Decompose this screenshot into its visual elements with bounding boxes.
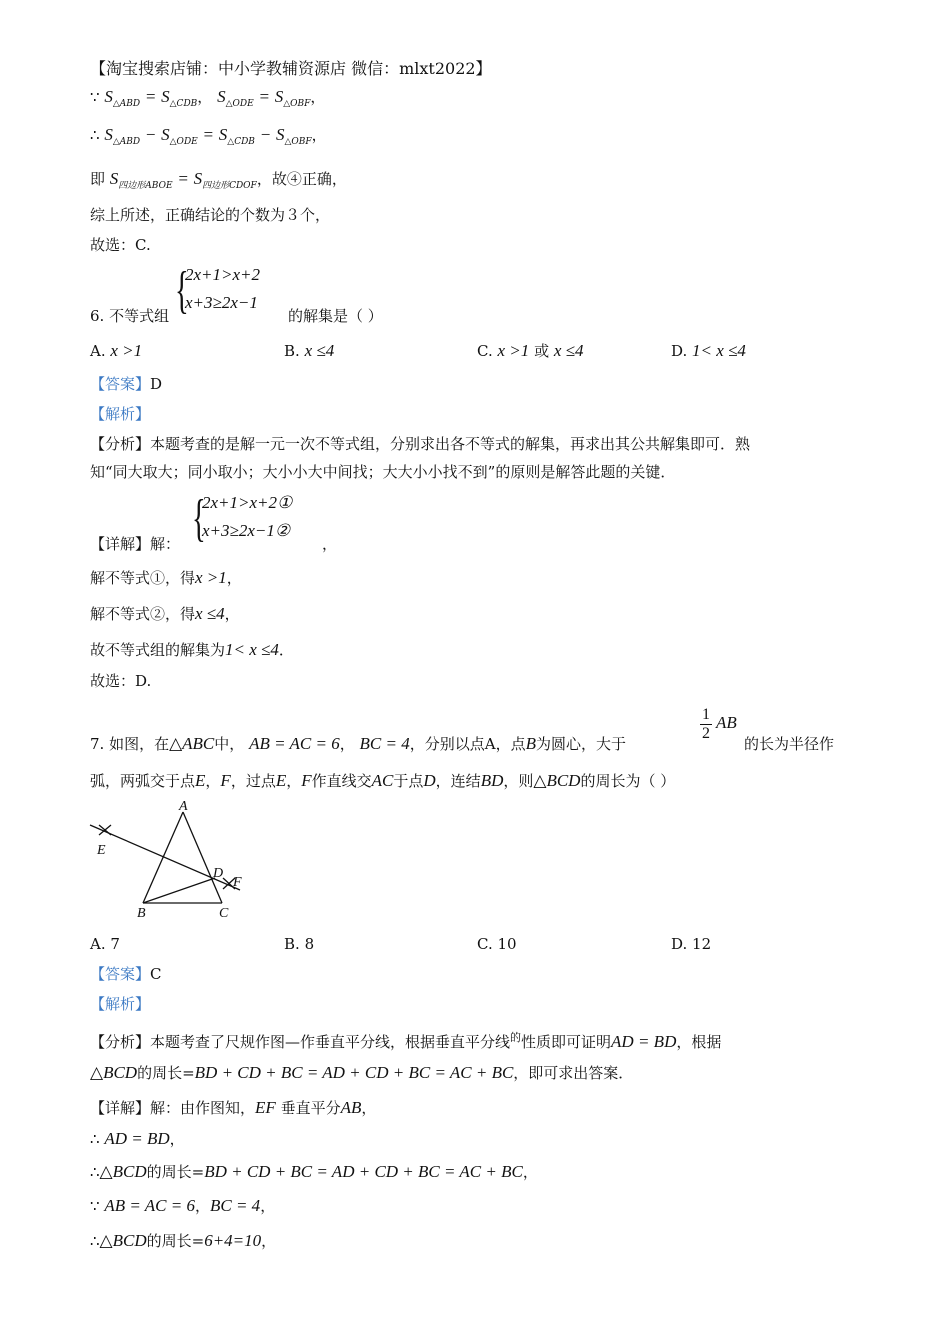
q7-answer: 【答案】C [90, 965, 162, 983]
q7-option-b: B. 8 [284, 935, 315, 953]
q7-ab: AB [716, 713, 737, 732]
q7-detail-1: 【详解】解：由作图知，EF 垂直平分AB， [90, 1098, 377, 1117]
q6-option-d: D. 1< x ≤4 [671, 341, 746, 360]
q7-option-d: D. 12 [671, 935, 712, 953]
q6-detail-label: 【详解】解： [90, 535, 181, 553]
prev-line-5: 故选：C. [90, 236, 151, 254]
q7-line-1-end: 的长为半径作 [744, 735, 835, 753]
q6-option-c: C. x >1 或 x ≤4 [477, 341, 584, 360]
q6-analysis-tag: 【解析】 [90, 405, 151, 423]
q7-fenxi-2: △BCD的周长=BD + CD + BC = AD + CD + BC = AC + BC，即可求出答案． [90, 1063, 634, 1082]
q6-option-a: A. x >1 [90, 341, 143, 360]
q6-detail-comma: ， [322, 535, 338, 553]
fig-label-d: D [213, 866, 224, 881]
q7-analysis-tag: 【解析】 [90, 995, 151, 1013]
prev-line-4: 综上所述，正确结论的个数为３个， [90, 206, 331, 224]
q6-prefix: 6. 不等式组 [90, 307, 170, 325]
q7-option-a: A. 7 [90, 935, 120, 953]
fig-label-f: F [233, 875, 242, 890]
q7-detail-4: ∵ AB = AC = 6，BC = 4， [90, 1196, 276, 1215]
q6-fenxi-2: 知“同大取大；同小取小；大小小大中间找；大大小小找不到”的原则是解答此题的关键． [90, 463, 676, 481]
q7-line-2: 弧，两弧交于点E，F，过点E，F作直线交AC于点D，连结BD，则△BCD的周长为（ ） [90, 771, 676, 790]
fig-segment-bd [143, 878, 215, 903]
q7-option-c: C. 10 [477, 935, 517, 953]
q6-row-2: x+3≥2x−1 [185, 293, 258, 312]
q6-fenxi-1: 【分析】本题考查的是解一元一次不等式组，分别求出各不等式的解集，再求出其公共解集即可．熟 [90, 435, 751, 453]
q7-detail-3: ∴△BCD的周长=BD + CD + BC = AD + CD + BC = AC + BC， [90, 1162, 538, 1181]
fig-label-c: C [219, 906, 229, 921]
q6-answer: 【答案】D [90, 375, 163, 393]
q7-fraction: 1 2 [702, 706, 710, 742]
prev-line-3: 即 $S_{四边形ABOE} = S_{四边形CDOF}$，故④正确， [90, 169, 347, 191]
q7-detail-5: ∴△BCD的周长=6+4=10， [90, 1231, 277, 1250]
fig-side-ab [143, 812, 183, 903]
q6-suffix: 的解集是（ ） [288, 307, 383, 325]
fig-side-ac [183, 812, 222, 903]
q7-line-1: 7. 如图，在△ABC中， AB = AC = 6， BC = 4，分别以点A，点B为圆心，大于 [90, 734, 626, 753]
q6-detail-row-1: 2x+1>x+2① [202, 493, 293, 512]
prev-line-1: ∵ $S_{\triangle ABD} = S_{\triangle CDB}$， $S_{\triangle ODE} = S_{\triangle OBF}$， [90, 87, 326, 109]
header-banner: 【淘宝搜索店铺：中小学教辅资源店 微信：mlxt2022】 [90, 59, 492, 78]
q6-detail-row-2: x+3≥2x−1② [202, 521, 291, 540]
q6-step-3: 故不等式组的解集为1< x ≤4． [90, 640, 294, 659]
q7-figure [85, 798, 260, 923]
q7-detail-2: ∴ AD = BD， [90, 1129, 185, 1148]
fig-label-b: B [137, 906, 146, 921]
q6-step-2: 解不等式②，得x ≤4， [90, 604, 240, 623]
fig-label-e: E [97, 843, 106, 858]
q6-step-1: 解不等式①，得x >1， [90, 568, 242, 587]
q7-fenxi-1: 【分析】本题考查了尺规作图—作垂直平分线，根据垂直平分线$^的$性质即可证明AD = BD，根据 [90, 1031, 722, 1051]
prev-line-2: ∴ $S_{\triangle ABD} - S_{\triangle ODE} = S_{\triangle CDB} - S_{\triangle OBF}$， [90, 125, 327, 147]
q6-choose: 故选：D. [90, 672, 152, 690]
q6-option-b: B. x ≤4 [284, 341, 335, 360]
fig-label-a: A [179, 799, 188, 814]
q6-row-1: 2x+1>x+2 [185, 265, 261, 284]
